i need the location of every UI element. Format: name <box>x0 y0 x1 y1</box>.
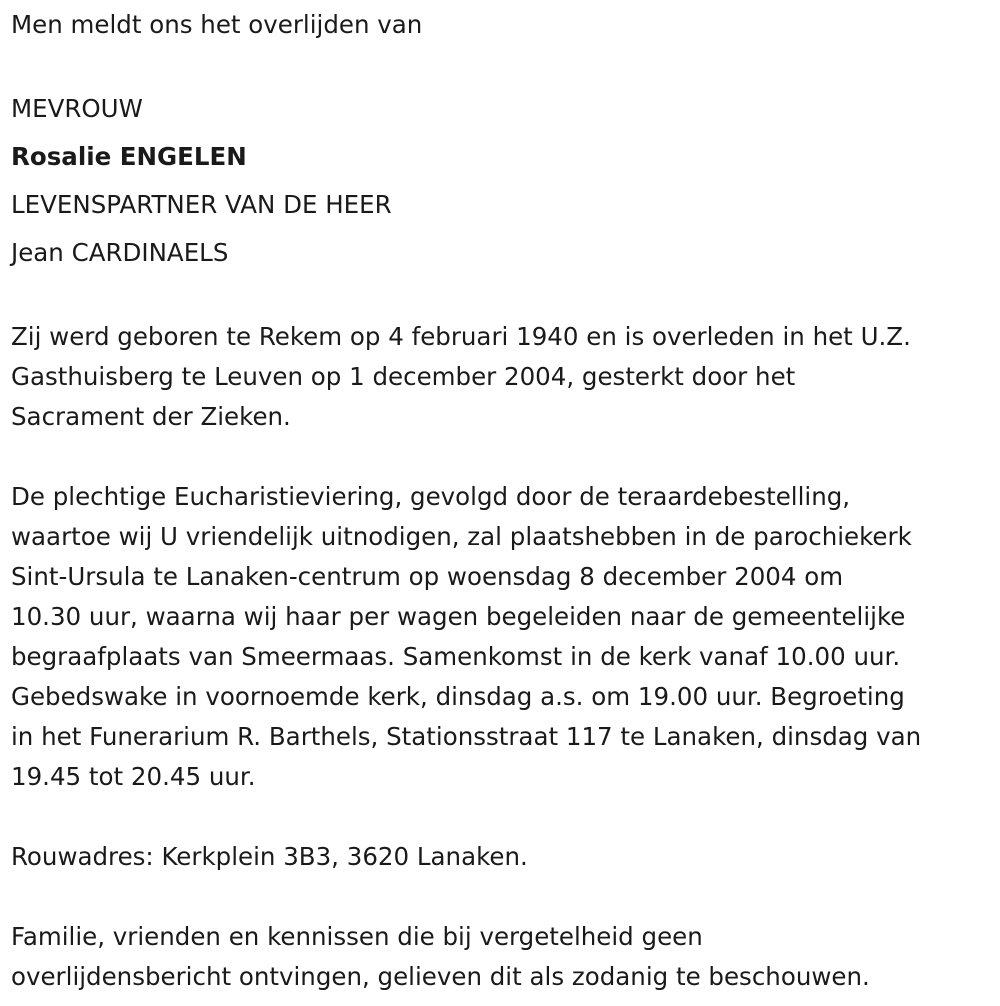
paragraph-line: De plechtige Eucharistieviering, gevolgd door de teraardebestelling, <box>11 482 851 511</box>
address-paragraph <box>11 837 996 877</box>
paragraph-line: Sacrament der Zieken. <box>11 402 291 431</box>
paragraph-line: Gebedswake in voornoemde kerk, dinsdag a.s. om 19.00 uur. Begroeting <box>11 682 905 711</box>
paragraph-line: waartoe wij U vriendelijk uitnodigen, zal plaatshebben in de parochiekerk <box>11 522 912 551</box>
paragraph-line: begraafplaats van Smeermaas. Samenkomst in de kerk vanaf 10.00 uur. <box>11 642 901 671</box>
obituary-notice <box>11 5 996 997</box>
mourning-address: Rouwadres: Kerkplein 3B3, 3620 Lanaken. <box>11 842 528 871</box>
paragraph-line: 19.45 tot 20.45 uur. <box>11 762 256 791</box>
partner-name: Jean CARDINAELS <box>11 238 229 267</box>
closing-paragraph <box>11 917 996 997</box>
deceased-title: MEVROUW <box>11 94 143 123</box>
birth-paragraph <box>11 317 996 437</box>
paragraph-line: Gasthuisberg te Leuven op 1 december 2004, gesterkt door het <box>11 362 796 391</box>
ceremony-paragraph <box>11 477 996 797</box>
paragraph-line: 10.30 uur, waarna wij haar per wagen begeleiden naar de gemeentelijke <box>11 602 906 631</box>
paragraph-line: overlijdensbericht ontvingen, gelieven dit als zodanig te beschouwen. <box>11 962 870 991</box>
paragraph-line: Zij werd geboren te Rekem op 4 februari 1940 en is overleden in het U.Z. <box>11 322 911 351</box>
paragraph-line: Sint-Ursula te Lanaken-centrum op woensdag 8 december 2004 om <box>11 562 844 591</box>
paragraph-line: in het Funerarium R. Barthels, Stationsstraat 117 te Lanaken, dinsdag van <box>11 722 922 751</box>
deceased-name: Rosalie ENGELEN <box>11 142 247 171</box>
intro-text: Men meldt ons het overlijden van <box>11 10 423 39</box>
paragraph-line: Familie, vrienden en kennissen die bij vergetelheid geen <box>11 922 703 951</box>
deceased-relation: LEVENSPARTNER VAN DE HEER <box>11 190 392 219</box>
deceased-block <box>11 85 996 277</box>
